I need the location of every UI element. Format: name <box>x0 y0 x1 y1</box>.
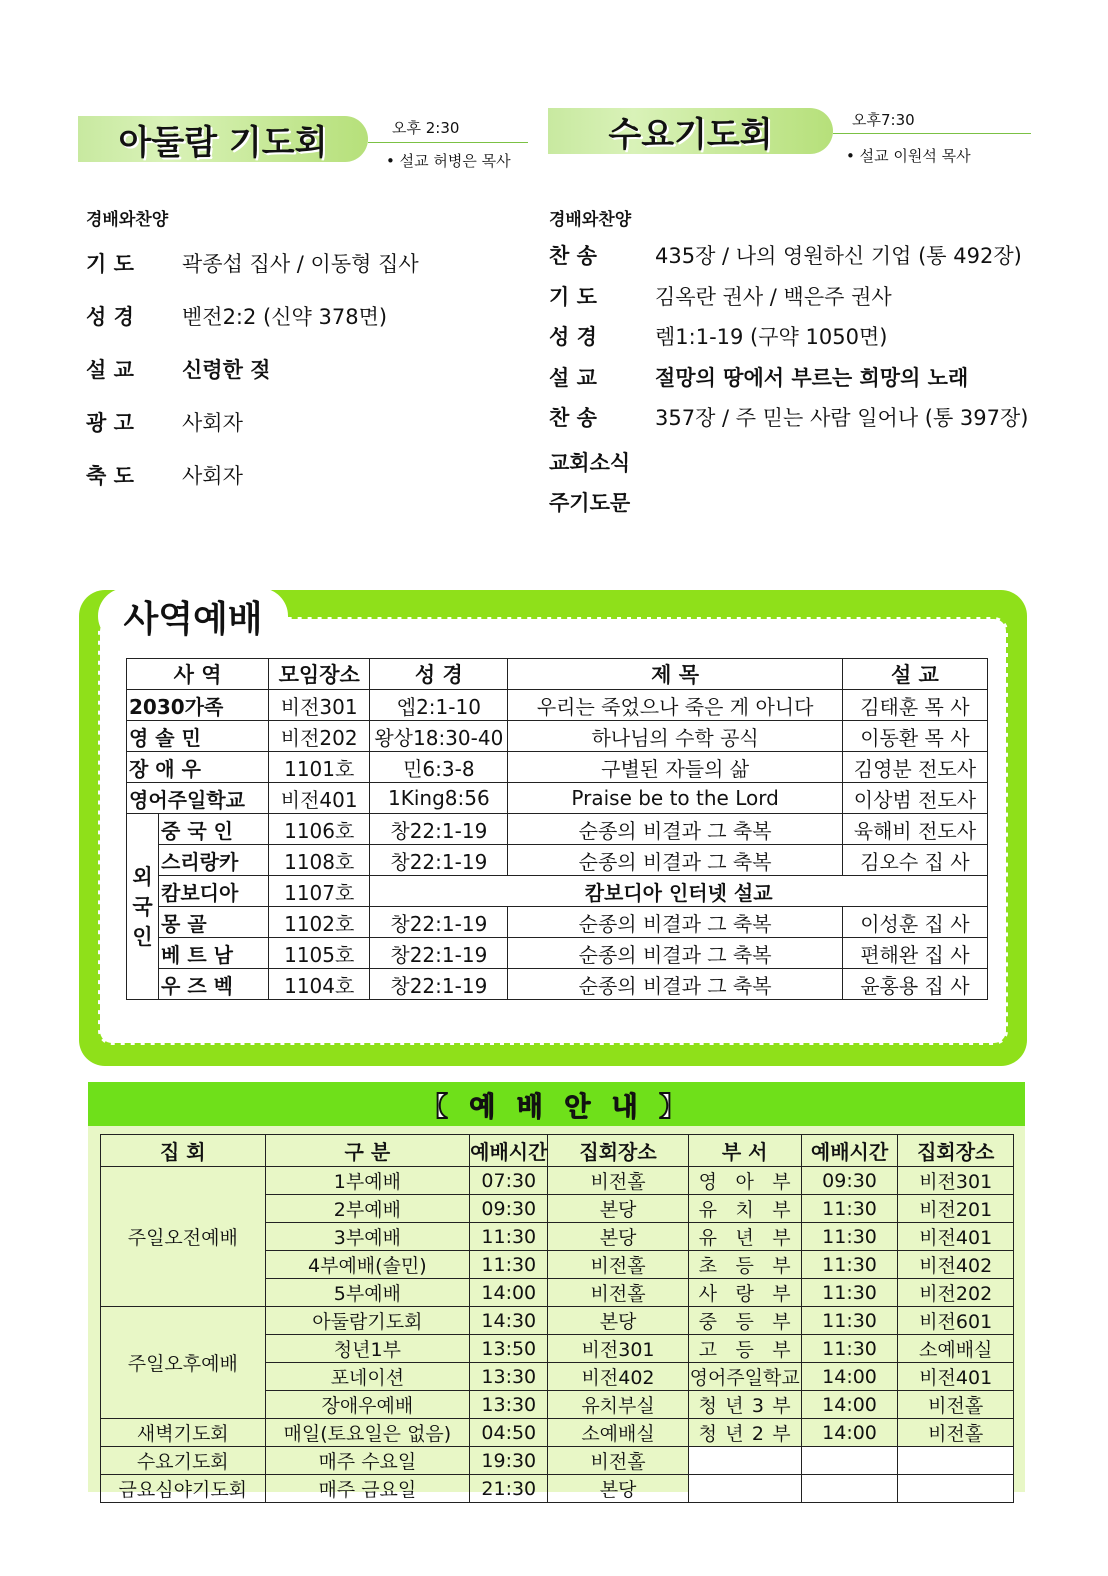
table-row <box>101 1419 1014 1447</box>
table-cell: 비전401 <box>898 1363 1014 1391</box>
table-cell: 유치부실 <box>548 1391 688 1419</box>
guide-table <box>100 1134 1014 1503</box>
table-cell: 13:50 <box>470 1335 548 1363</box>
table-cell: 3부예배 <box>265 1223 470 1251</box>
table-row <box>101 1307 1014 1335</box>
table-cell: 중 등 부 <box>688 1307 801 1335</box>
table-cell: 사 랑 부 <box>688 1279 801 1307</box>
wednesday-order <box>549 205 1029 524</box>
order-row: 성 경 렘1:1-19 (구약 1050면) <box>549 325 888 349</box>
table-cell: 유 년 부 <box>688 1223 801 1251</box>
table-cell: 초 등 부 <box>688 1251 801 1279</box>
table-cell: 04:50 <box>470 1419 548 1447</box>
table-cell: 본당 <box>548 1223 688 1251</box>
table-row: 장 애 우 1101호 민6:3-8 구별된 자들의 삶 김영분 전도사 <box>127 752 988 783</box>
table-cell: 아둘람기도회 <box>265 1307 470 1335</box>
table-cell: 비전홀 <box>548 1279 688 1307</box>
table-cell: 14:30 <box>470 1307 548 1335</box>
table-cell: 비전401 <box>898 1223 1014 1251</box>
table-row: 영 솔 민 비전202 왕상18:30-40 하나님의 수학 공식 이동환 목 사 <box>127 721 988 752</box>
table-cell: 청 년 2 부 <box>688 1419 801 1447</box>
table-cell: 11:30 <box>470 1251 548 1279</box>
table-cell: 매일(토요일은 없음) <box>265 1419 470 1447</box>
table-cell: 14:00 <box>801 1391 898 1419</box>
table-cell: 영 아 부 <box>688 1167 801 1195</box>
adullam-preacher: • 설교 허병은 목사 <box>386 152 511 170</box>
table-cell: 13:30 <box>470 1363 548 1391</box>
table-cell: 4부예배(솔민) <box>265 1251 470 1279</box>
table-cell: 11:30 <box>801 1307 898 1335</box>
table-cell: 09:30 <box>470 1195 548 1223</box>
adullam-time: 오후 2:30 <box>392 119 460 137</box>
guide-title: 【 예 배 안 내 】 <box>420 1091 693 1123</box>
table-row: 영어주일학교 비전401 1King8:56 Praise be to the Lord 이상범 전도사 <box>127 783 988 814</box>
table-cell: 본당 <box>548 1195 688 1223</box>
wednesday-title: 수요기도회 <box>548 108 833 154</box>
divider <box>368 142 528 143</box>
table-row: 베 트 남 1105호 창22:1-19 순종의 비결과 그 축복 편해완 집 사 <box>127 938 988 969</box>
table-cell: 장애우예배 <box>265 1391 470 1419</box>
wednesday-header <box>548 108 833 154</box>
table-cell: 2부예배 <box>265 1195 470 1223</box>
table-row: 외국인 중 국 인 1106호 창22:1-19 순종의 비결과 그 축복 육해비 전도사 <box>127 814 988 845</box>
table-cell: 본당 <box>548 1307 688 1335</box>
table-cell: 21:30 <box>470 1475 548 1503</box>
order-row: 설 교 절망의 땅에서 부르는 희망의 노래 <box>549 365 969 390</box>
table-cell: 11:30 <box>801 1335 898 1363</box>
table-cell <box>898 1475 1014 1503</box>
table-row: 2030가족 비전301 엡2:1-10 우리는 죽었으나 죽은 게 아니다 김태훈 목 사 <box>127 690 988 721</box>
group-label: 주일오전예배 <box>101 1167 266 1307</box>
table-header: 사 역 모임장소 성 경 제 목 설 교 <box>127 659 988 690</box>
group-label: 새벽기도회 <box>101 1419 266 1447</box>
order-row: 기 도 곽종섭 집사 / 이동형 집사 <box>86 252 419 276</box>
table-row: 스리랑카 1108호 창22:1-19 순종의 비결과 그 축복 김오수 집 사 <box>127 845 988 876</box>
table-cell: 13:30 <box>470 1391 548 1419</box>
wednesday-time: 오후7:30 <box>852 111 915 129</box>
order-row: 찬 송 435장 / 나의 영원하신 기업 (통 492장) <box>549 244 1022 268</box>
order-row: 성 경 벧전2:2 (신약 378면) <box>86 305 388 329</box>
table-cell: 비전201 <box>898 1195 1014 1223</box>
ministry-table <box>126 658 988 1000</box>
group-label: 주일오후예배 <box>101 1307 266 1419</box>
lords-prayer: 주기도문 <box>549 491 631 515</box>
table-cell: 매주 금요일 <box>265 1475 470 1503</box>
ministry-title: 사역예배 <box>98 588 288 644</box>
table-cell: 14:00 <box>801 1363 898 1391</box>
adullam-title: 아둘람 기도회 <box>78 116 368 162</box>
group-label: 금요심야기도회 <box>101 1475 266 1503</box>
table-cell: 비전402 <box>548 1363 688 1391</box>
table-cell: 11:30 <box>470 1223 548 1251</box>
wednesday-preacher: • 설교 이원석 목사 <box>846 147 971 165</box>
table-cell: 청년1부 <box>265 1335 470 1363</box>
table-cell: 포네이션 <box>265 1363 470 1391</box>
divider <box>833 133 1031 134</box>
order-row: 찬 송 357장 / 주 믿는 사람 일어나 (통 397장) <box>549 406 1029 430</box>
order-row: 기 도 김옥란 권사 / 백은주 권사 <box>549 284 892 309</box>
table-row: 몽 골 1102호 창22:1-19 순종의 비결과 그 축복 이성훈 집 사 <box>127 907 988 938</box>
table-cell: 본당 <box>548 1475 688 1503</box>
table-cell: 소예배실 <box>548 1419 688 1447</box>
adullam-subtitle: 경배와찬양 <box>86 210 169 230</box>
table-cell: 비전홀 <box>898 1419 1014 1447</box>
table-cell: 1부예배 <box>265 1167 470 1195</box>
table-cell: 비전402 <box>898 1251 1014 1279</box>
table-cell: 매주 수요일 <box>265 1447 470 1475</box>
order-row: 설 교 신령한 젖 <box>86 358 271 382</box>
guide-title-bar <box>88 1082 1025 1126</box>
adullam-header <box>78 116 368 162</box>
table-cell: 07:30 <box>470 1167 548 1195</box>
table-cell: 14:00 <box>801 1419 898 1447</box>
order-row: 광 고 사회자 <box>86 411 243 435</box>
table-cell: 비전301 <box>548 1335 688 1363</box>
table-cell: 14:00 <box>470 1279 548 1307</box>
table-cell: 11:30 <box>801 1195 898 1223</box>
table-cell: 09:30 <box>801 1167 898 1195</box>
table-cell: 비전301 <box>898 1167 1014 1195</box>
table-cell: 청 년 3 부 <box>688 1391 801 1419</box>
church-news: 교회소식 <box>549 450 631 475</box>
table-cell: 고 등 부 <box>688 1335 801 1363</box>
table-cell: 비전601 <box>898 1307 1014 1335</box>
table-cell: 비전홀 <box>548 1447 688 1475</box>
table-row: 캄보디아 1107호 캄보디아 인터넷 설교 <box>127 876 988 907</box>
table-cell: 11:30 <box>801 1223 898 1251</box>
table-cell <box>898 1447 1014 1475</box>
table-cell: 19:30 <box>470 1447 548 1475</box>
table-cell: 11:30 <box>801 1251 898 1279</box>
table-cell <box>688 1447 801 1475</box>
table-row: 우 즈 벡 1104호 창22:1-19 순종의 비결과 그 축복 윤홍용 집 사 <box>127 969 988 1000</box>
table-cell <box>801 1447 898 1475</box>
adullam-order <box>86 205 419 513</box>
table-cell: 비전홀 <box>548 1251 688 1279</box>
foreign-label: 외국인 <box>127 814 159 1000</box>
table-row <box>101 1167 1014 1195</box>
table-cell: 비전홀 <box>898 1391 1014 1419</box>
table-cell: 비전202 <box>898 1279 1014 1307</box>
table-cell: 5부예배 <box>265 1279 470 1307</box>
group-label: 수요기도회 <box>101 1447 266 1475</box>
wednesday-subtitle: 경배와찬양 <box>549 210 632 230</box>
table-cell: 영어주일학교 <box>688 1363 801 1391</box>
table-row <box>101 1475 1014 1503</box>
table-header: 집 회 구 분 예배시간 집회장소 부 서 예배시간 집회장소 <box>101 1135 1014 1167</box>
table-cell: 유 치 부 <box>688 1195 801 1223</box>
table-cell: 비전홀 <box>548 1167 688 1195</box>
table-cell: 소예배실 <box>898 1335 1014 1363</box>
table-cell: 11:30 <box>801 1279 898 1307</box>
order-row: 축 도 사회자 <box>86 464 243 488</box>
table-cell <box>688 1475 801 1503</box>
table-row <box>101 1447 1014 1475</box>
table-cell <box>801 1475 898 1503</box>
